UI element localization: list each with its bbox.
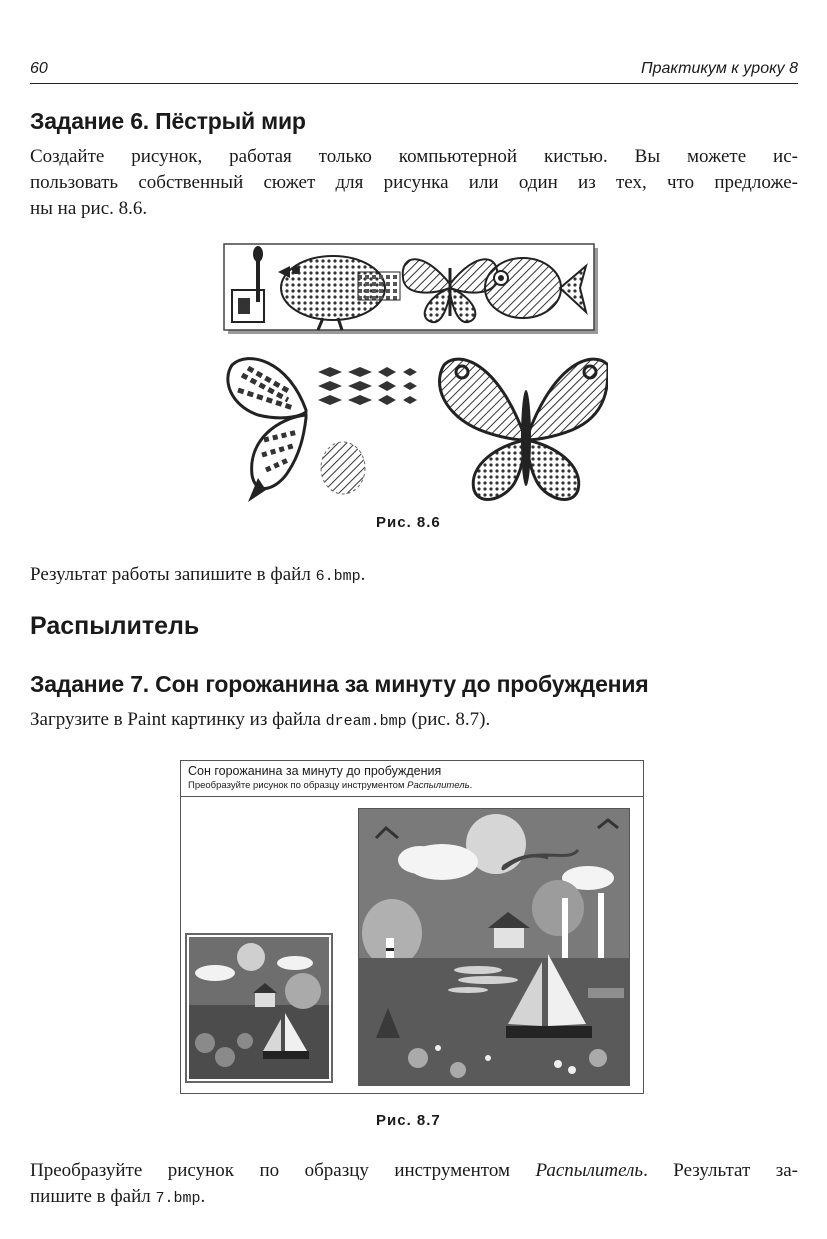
task7-final-2a: пишите в файл — [30, 1186, 156, 1207]
section-heading: Распылитель — [30, 612, 200, 640]
task6-result-text: Результат работы запишите в файл — [30, 564, 316, 585]
task7-final-paragraph — [30, 1158, 798, 1212]
task6-result-line — [30, 562, 798, 590]
task7-final-2b: . — [200, 1186, 206, 1207]
target-picture — [358, 808, 630, 1086]
window-subtitle-tool: Распылитель — [407, 780, 470, 791]
window-subtitle — [188, 780, 636, 791]
window-subtitle-prefix: Преобразуйте рисунок по образцу инструментом — [188, 780, 408, 791]
task7-final-tool: Распылитель — [535, 1160, 644, 1181]
task6-result-end: . — [360, 564, 366, 585]
task7-final-1a: Преобразуйте рисунок по образцу инструментом — [30, 1160, 536, 1181]
sample-picture — [185, 933, 333, 1083]
task6-line-1: Создайте рисунок, работая только компьютерной кистью. Вы можете ис- — [30, 146, 798, 167]
task7-load-line — [30, 707, 798, 735]
task7-final-1b: . Результат за- — [643, 1160, 798, 1181]
figure-8-6-illustration — [218, 240, 608, 512]
task7-load-text: Загрузите в Paint картинку из файла — [30, 709, 326, 730]
header-rule — [30, 83, 798, 84]
task7-final-line-1 — [30, 1158, 798, 1184]
task7-load-end: (рис. 8.7). — [406, 709, 491, 730]
task7-heading: Задание 7. Сон горожанина за минуту до пробуждения — [30, 671, 649, 697]
task7-final-file: 7.bmp — [155, 1190, 201, 1207]
task7-final-line-2 — [30, 1184, 798, 1212]
task6-paragraph — [30, 144, 798, 222]
page-number: 60 — [30, 60, 48, 77]
task6-line-2: пользовать собственный сюжет для рисунка или один из тех, что предложе- — [30, 172, 798, 193]
window-title: Сон горожанина за минуту до пробуждения — [188, 764, 442, 778]
figure-8-7-caption: Рис. 8.7 — [376, 1112, 441, 1129]
running-title: Практикум к уроку 8 — [640, 60, 798, 77]
window-subtitle-end: . — [469, 780, 473, 791]
task7-load-file: dream.bmp — [325, 713, 407, 730]
window-header — [181, 761, 643, 797]
figure-8-6-caption: Рис. 8.6 — [376, 514, 441, 531]
task6-heading: Задание 6. Пёстрый мир — [30, 108, 306, 134]
task6-result-file: 6.bmp — [315, 568, 361, 585]
task6-line-3: ны на рис. 8.6. — [30, 198, 148, 219]
